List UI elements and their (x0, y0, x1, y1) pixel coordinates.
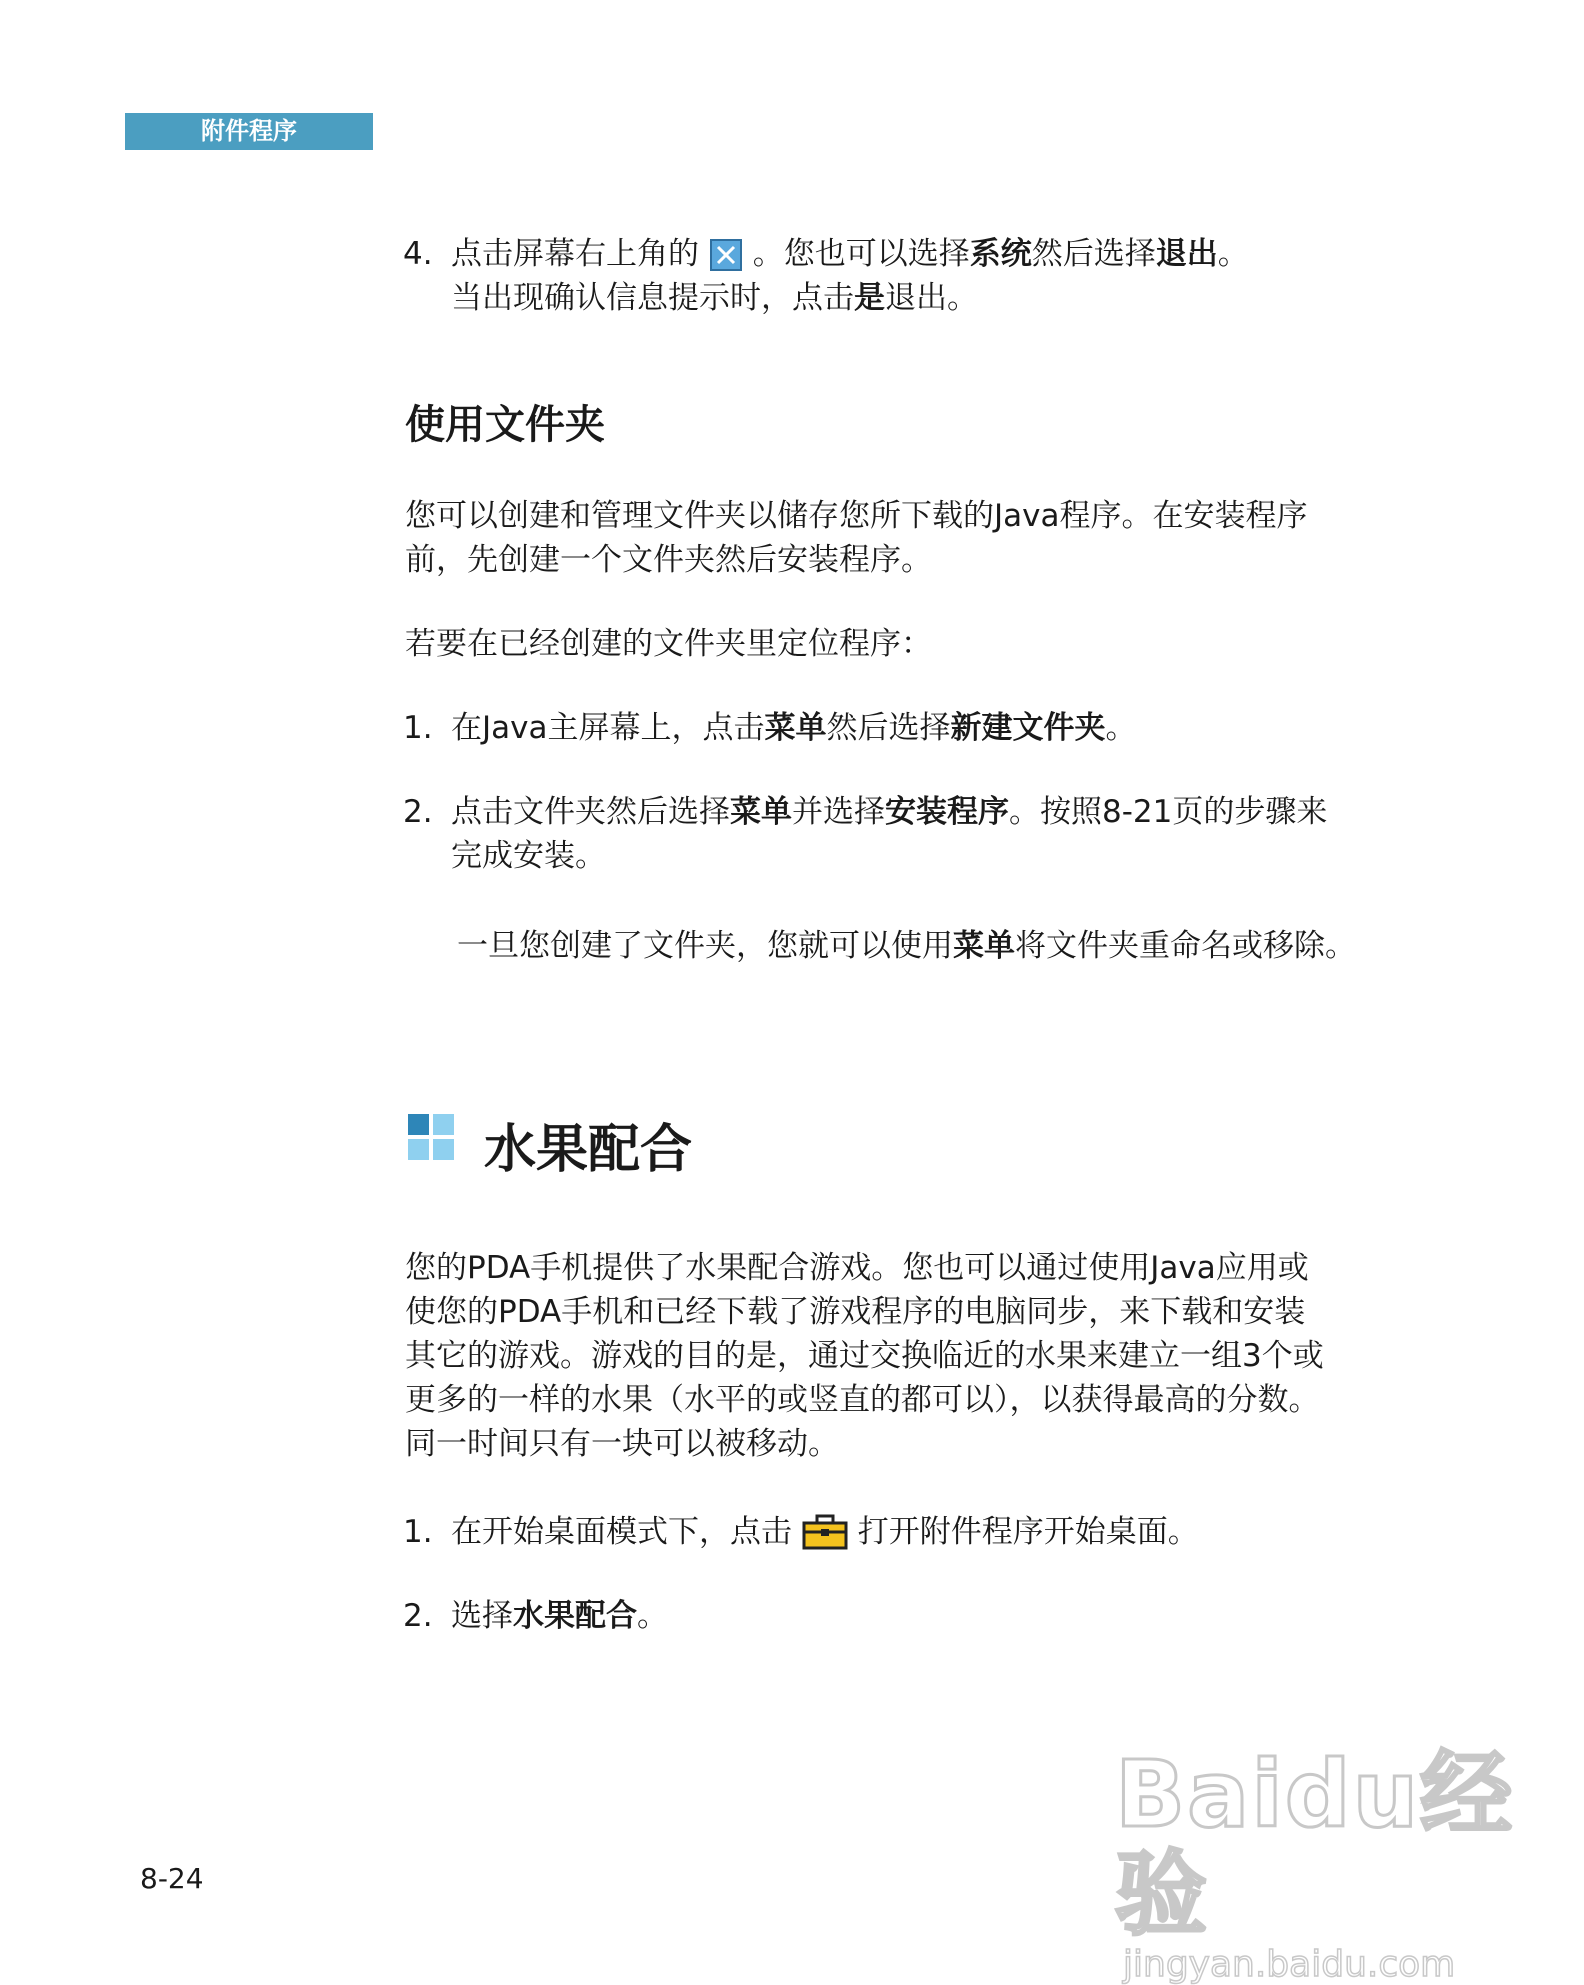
bold-term: 水果配合 (513, 1598, 637, 1634)
header-tab: 附件程序 (125, 113, 373, 150)
text: 退出。 (885, 280, 978, 316)
text: 一旦您创建了文件夹，您就可以使用 (457, 928, 953, 964)
bold-term: 菜单 (764, 710, 827, 746)
text: 当出现确认信息提示时，点击 (451, 280, 854, 316)
section-heading-folders: 使用文件夹 (405, 402, 605, 448)
paragraph-line: 使您的PDA手机和已经下载了游戏程序的电脑同步，来下载和安装 (405, 1294, 1306, 1330)
step-number: 1. (403, 710, 433, 746)
paragraph-line: 前，先创建一个文件夹然后安装程序。 (405, 542, 932, 578)
step-number: 2. (403, 794, 433, 830)
bold-term: 退出 (1155, 236, 1218, 272)
bold-term: 安装程序 (885, 794, 1009, 830)
text: 在Java主屏幕上，点击 (451, 710, 765, 746)
folder-step-2-line-2: 完成安装。 (451, 838, 606, 874)
windows-squares-icon (408, 1114, 456, 1166)
text: 然后选择 (826, 710, 951, 746)
text: 然后选择 (1031, 236, 1156, 272)
bold-term: 新建文件夹 (950, 710, 1106, 746)
text: 。 (1217, 236, 1249, 272)
text: 选择 (451, 1598, 513, 1634)
text: 点击屏幕右上角的 (451, 236, 699, 272)
folder-step-2 (403, 790, 1327, 834)
text: 。按照8-21页的步骤来 (1009, 794, 1328, 830)
text: 在开始桌面模式下，点击 (451, 1514, 792, 1550)
text: 并选择 (792, 794, 885, 830)
bold-term: 菜单 (953, 928, 1015, 964)
step-number: 2. (403, 1598, 433, 1634)
step-number: 1. (403, 1514, 433, 1550)
text: 打开附件程序开始桌面。 (857, 1514, 1199, 1550)
text: 将文件夹重命名或移除。 (1015, 928, 1356, 964)
section-heading-fruit: 水果配合 (484, 1120, 693, 1180)
folder-note (457, 924, 1356, 968)
fruit-step-2 (403, 1594, 668, 1638)
paragraph-line: 更多的一样的水果（水平的或竖直的都可以），以获得最高的分数。 (405, 1382, 1320, 1418)
text: 。 (637, 1598, 668, 1634)
text: 。 (1105, 710, 1137, 746)
paragraph-line: 其它的游戏。游戏的目的是，通过交换临近的水果来建立一组3个或 (405, 1338, 1324, 1374)
text: 。您也可以选择 (752, 236, 970, 272)
folder-step-1 (403, 706, 1136, 750)
page-number: 8-24 (140, 1862, 204, 1895)
paragraph-line: 同一时间只有一块可以被移动。 (405, 1426, 839, 1462)
bold-term: 系统 (969, 236, 1032, 272)
bold-term: 是 (854, 280, 885, 316)
fruit-step-1 (403, 1510, 1199, 1562)
watermark-url: jingyan.baidu.com (1123, 1944, 1456, 1985)
step-number: 4. (403, 236, 433, 272)
watermark-logo: Baidu经验 (1115, 1741, 1515, 1948)
bold-term: 菜单 (730, 794, 792, 830)
paragraph-line: 您可以创建和管理文件夹以储存您所下载的Java程序。在安装程序 (405, 498, 1308, 534)
step-4-line-2 (451, 276, 978, 320)
paragraph-line: 若要在已经创建的文件夹里定位程序： (405, 626, 932, 662)
toolbox-icon (802, 1514, 848, 1562)
paragraph-line: 您的PDA手机提供了水果配合游戏。您也可以通过使用Java应用或 (405, 1250, 1309, 1286)
baidu-watermark (1115, 1741, 1584, 1985)
text: 点击文件夹然后选择 (451, 794, 730, 830)
